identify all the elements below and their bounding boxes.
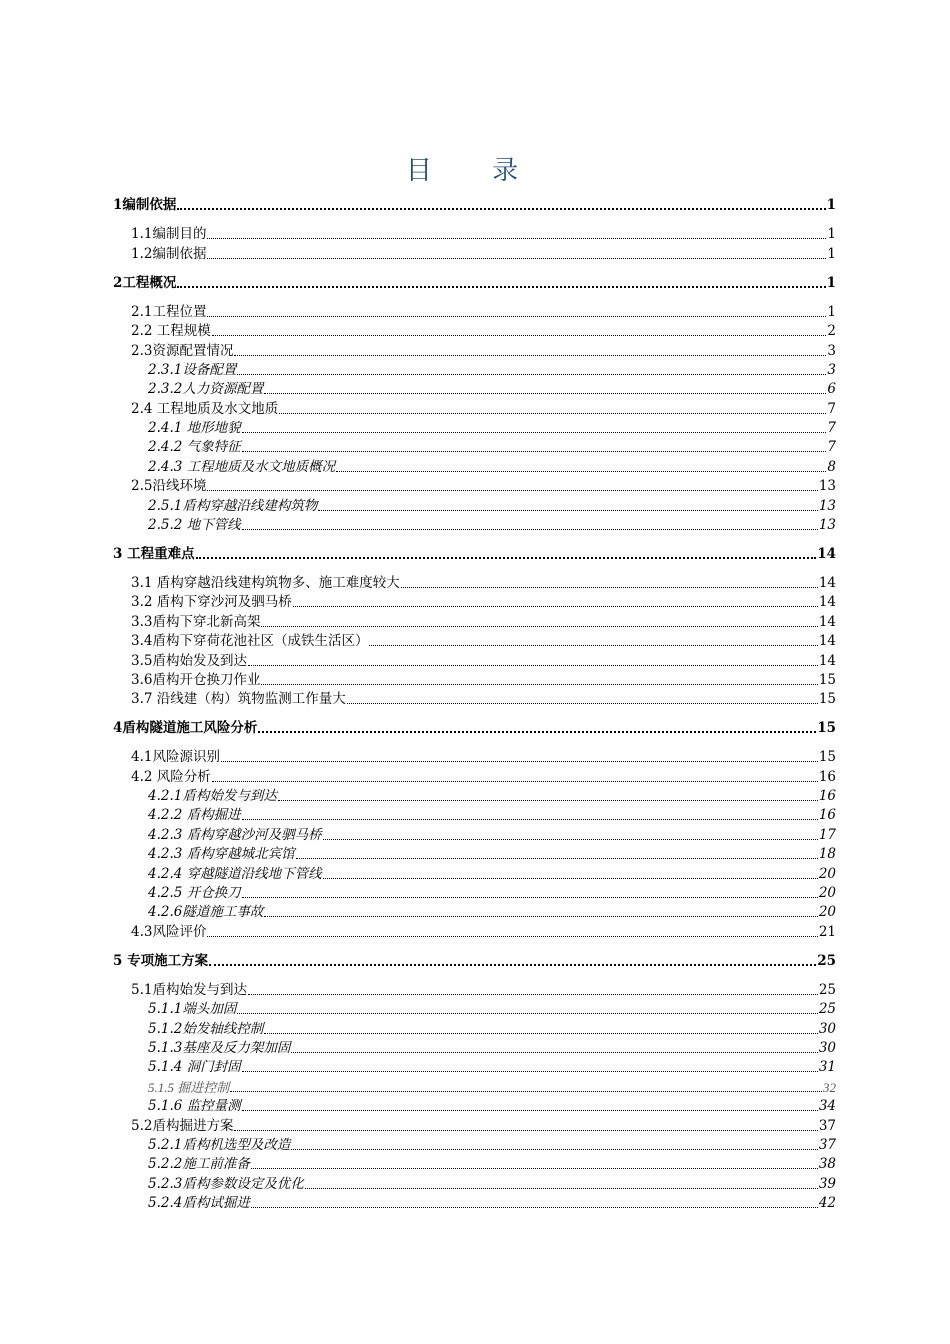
toc-entry[interactable] xyxy=(113,1076,836,1095)
toc-entry[interactable] xyxy=(113,902,836,921)
dot-leader xyxy=(207,316,826,317)
toc-entry-page: 30 xyxy=(818,1020,836,1037)
toc-entry-label: 5.1.3基座及反力架加固 xyxy=(148,1039,291,1056)
dot-leader xyxy=(261,626,817,627)
dot-leader xyxy=(242,897,818,898)
toc-entry-label: 2.1工程位置 xyxy=(131,303,207,320)
toc-entry-label: 5.1.4 洞门封固 xyxy=(148,1059,241,1076)
dot-leader xyxy=(234,355,826,356)
toc-entry-page: 15 xyxy=(818,671,836,688)
toc-entry[interactable] xyxy=(113,321,836,340)
toc-entry-page: 20 xyxy=(818,865,836,882)
toc-entry-label: 2.4.3 工程地质及水文地质概况 xyxy=(148,458,336,475)
toc-entry[interactable] xyxy=(113,592,836,611)
toc-entry[interactable] xyxy=(113,844,836,863)
dot-leader xyxy=(347,703,818,704)
toc-entry-label: 1.2编制依据 xyxy=(131,245,207,262)
toc-entry[interactable] xyxy=(113,863,836,882)
toc-entry-label: 4.2.6隧道施工事故 xyxy=(148,904,264,921)
toc-entry-label: 2.5.1盾构穿越沿线建构筑物 xyxy=(148,497,318,514)
toc-entry[interactable] xyxy=(113,718,836,737)
dot-leader xyxy=(212,335,827,336)
toc-entry-page: 20 xyxy=(818,904,836,921)
dot-leader xyxy=(318,510,817,511)
toc-entry-label: 5.1.6 监控量测 xyxy=(148,1098,241,1115)
dot-leader xyxy=(242,1110,818,1111)
dot-leader xyxy=(209,964,816,966)
toc-entry-label: 3.6盾构开仓换刀作业 xyxy=(131,671,261,688)
toc-entry-label: 2.3.2人力资源配置 xyxy=(148,381,264,398)
dot-leader xyxy=(221,761,818,762)
toc-entry[interactable] xyxy=(113,495,836,514)
dot-leader xyxy=(296,858,818,859)
toc-entry[interactable] xyxy=(113,650,836,669)
toc-entry-label: 5 专项施工方案 xyxy=(113,952,209,969)
toc-entry-label: 5.1.2始发轴线控制 xyxy=(148,1020,264,1037)
toc-entry[interactable] xyxy=(113,689,836,708)
toc-entry-label: 3.7 沿线建（构）筑物监测工作量大 xyxy=(131,691,346,708)
dot-leader xyxy=(177,286,825,288)
toc-entry-label: 1.1编制目的 xyxy=(131,226,207,243)
dot-leader xyxy=(242,451,827,452)
dot-leader xyxy=(234,1130,817,1131)
dot-leader xyxy=(248,665,818,666)
toc-entry-page: 13 xyxy=(818,517,836,534)
toc-entry-label: 3.3盾构下穿北新高架 xyxy=(131,613,261,630)
dot-leader xyxy=(369,645,817,646)
toc-entry-page: 8 xyxy=(827,458,836,475)
dot-leader xyxy=(291,1149,817,1150)
toc-entry[interactable] xyxy=(113,1038,836,1057)
toc-entry-page: 15 xyxy=(817,720,836,737)
dot-leader xyxy=(258,731,816,733)
dot-leader xyxy=(279,413,826,414)
dot-leader xyxy=(401,587,818,588)
toc-entry-page: 6 xyxy=(827,381,836,398)
toc-entry-label: 3.5盾构始发及到达 xyxy=(131,652,247,669)
table-of-contents xyxy=(113,195,836,1212)
dot-leader xyxy=(242,432,827,433)
toc-entry[interactable] xyxy=(113,224,836,243)
toc-entry[interactable] xyxy=(113,824,836,843)
dot-leader xyxy=(237,1013,817,1014)
toc-entry-page: 3 xyxy=(827,342,836,359)
toc-entry-label: 5.1.1端头加固 xyxy=(148,1001,237,1018)
toc-entry-label: 2.4.2 气象特征 xyxy=(148,439,241,456)
toc-entry[interactable] xyxy=(113,950,836,969)
toc-entry-page: 16 xyxy=(818,768,836,785)
dot-leader xyxy=(278,800,818,801)
toc-entry[interactable] xyxy=(113,766,836,785)
toc-entry[interactable] xyxy=(113,883,836,902)
dot-leader xyxy=(264,916,817,917)
toc-entry-page: 1 xyxy=(826,197,836,214)
toc-entry-page: 34 xyxy=(818,1098,836,1115)
dot-leader xyxy=(323,839,818,840)
toc-entry[interactable] xyxy=(113,418,836,437)
toc-entry-page: 37 xyxy=(818,1117,836,1134)
toc-entry[interactable] xyxy=(113,747,836,766)
toc-entry[interactable] xyxy=(113,611,836,630)
toc-entry-page: 13 xyxy=(818,497,836,514)
dot-leader xyxy=(251,1168,818,1169)
toc-entry[interactable] xyxy=(113,301,836,320)
toc-entry[interactable] xyxy=(113,360,836,379)
dot-leader xyxy=(207,936,817,937)
toc-entry-page: 7 xyxy=(827,439,836,456)
dot-leader xyxy=(207,490,817,491)
toc-entry[interactable] xyxy=(113,1115,836,1134)
toc-entry[interactable] xyxy=(113,437,836,456)
toc-entry-label: 2.3资源配置情况 xyxy=(131,342,234,359)
dot-leader xyxy=(242,819,818,820)
toc-entry-label: 4.1风险源识别 xyxy=(131,749,220,766)
dot-leader xyxy=(196,557,817,559)
toc-entry-page: 15 xyxy=(818,691,836,708)
toc-entry[interactable] xyxy=(113,921,836,940)
toc-entry-label: 2.4 工程地质及水文地质 xyxy=(131,400,279,417)
toc-entry-page: 38 xyxy=(818,1156,836,1173)
dot-leader xyxy=(177,208,825,210)
toc-entry[interactable] xyxy=(113,805,836,824)
toc-entry[interactable] xyxy=(113,195,836,214)
toc-entry-page: 14 xyxy=(818,652,836,669)
toc-entry-label: 4.2.2 盾构掘进 xyxy=(148,807,241,824)
toc-entry-page: 21 xyxy=(818,923,836,940)
toc-entry-page: 37 xyxy=(818,1136,836,1153)
toc-entry-page: 14 xyxy=(818,594,836,611)
dot-leader xyxy=(305,1188,818,1189)
toc-entry-label: 4.2 风险分析 xyxy=(131,768,211,785)
toc-entry-label: 4.2.4 穿越隧道沿线地下管线 xyxy=(148,865,322,882)
toc-entry-label: 4.2.3 盾构穿越沙河及驷马桥 xyxy=(148,826,322,843)
toc-entry-page: 7 xyxy=(827,400,836,417)
toc-entry-page: 16 xyxy=(818,788,836,805)
toc-entry-label: 4盾构隧道施工风险分析 xyxy=(113,720,258,737)
dot-leader xyxy=(336,471,826,472)
toc-entry-page: 30 xyxy=(818,1039,836,1056)
toc-entry-label: 3.2 盾构下穿沙河及驷马桥 xyxy=(131,594,292,611)
toc-entry-page: 1 xyxy=(827,226,836,243)
dot-leader xyxy=(291,1052,817,1053)
toc-entry[interactable] xyxy=(113,544,836,563)
toc-entry[interactable] xyxy=(113,1057,836,1076)
toc-entry-page: 7 xyxy=(827,420,836,437)
toc-entry-page: 25 xyxy=(818,981,836,998)
toc-entry-page: 16 xyxy=(818,807,836,824)
dot-leader xyxy=(248,994,818,995)
toc-entry-label: 3.4盾构下穿荷花池社区（成铁生活区） xyxy=(131,633,369,650)
toc-entry-page: 14 xyxy=(818,575,836,591)
dot-leader xyxy=(261,684,817,685)
toc-entry-label: 2.5沿线环境 xyxy=(131,478,207,495)
toc-entry-label: 5.1盾构始发与到达 xyxy=(131,981,247,998)
toc-entry-label: 2工程概况 xyxy=(113,274,177,291)
toc-entry-page: 1 xyxy=(827,245,836,262)
toc-entry-label: 2.4.1 地形地貌 xyxy=(148,420,241,437)
toc-entry-page: 39 xyxy=(818,1175,836,1192)
dot-leader xyxy=(251,1207,818,1208)
toc-entry[interactable] xyxy=(113,1173,836,1192)
dot-leader xyxy=(207,238,826,239)
toc-entry-label: 5.2.4盾构试掘进 xyxy=(148,1195,250,1212)
toc-entry-page: 3 xyxy=(827,361,836,378)
dot-leader xyxy=(242,1071,818,1072)
toc-entry[interactable] xyxy=(113,979,836,998)
dot-leader xyxy=(212,781,818,782)
toc-entry-page: 42 xyxy=(818,1195,836,1212)
toc-entry-page: 31 xyxy=(818,1059,836,1076)
dot-leader xyxy=(264,393,826,394)
toc-entry-label: 5.2.3盾构参数设定及优化 xyxy=(148,1175,304,1192)
toc-entry[interactable] xyxy=(113,999,836,1018)
toc-entry-label: 3.1 盾构穿越沿线建构筑物多、施工难度较大 xyxy=(131,575,400,591)
toc-entry-page: 14 xyxy=(818,613,836,630)
toc-entry[interactable] xyxy=(113,398,836,417)
toc-entry[interactable] xyxy=(113,1096,836,1115)
toc-entry-label: 4.2.5 开仓换刀 xyxy=(148,885,241,902)
toc-entry[interactable] xyxy=(113,476,836,495)
dot-leader xyxy=(264,1033,817,1034)
toc-entry-page: 17 xyxy=(818,826,836,843)
dot-leader xyxy=(293,606,818,607)
toc-entry-page: 1 xyxy=(827,303,836,320)
toc-entry[interactable] xyxy=(113,340,836,359)
toc-entry-label: 5.2.1盾构机选型及改造 xyxy=(148,1136,291,1153)
toc-entry[interactable] xyxy=(113,515,836,534)
toc-entry[interactable] xyxy=(113,272,836,291)
toc-entry-label: 2.2 工程规模 xyxy=(131,323,211,340)
dot-leader xyxy=(230,1091,822,1092)
dot-leader xyxy=(207,258,826,259)
dot-leader xyxy=(237,374,826,375)
toc-entry-label: 5.2盾构掘进方案 xyxy=(131,1117,234,1134)
toc-entry[interactable] xyxy=(113,1135,836,1154)
toc-entry-page: 18 xyxy=(818,846,836,863)
toc-entry-page: 25 xyxy=(818,1001,836,1018)
toc-entry-label: 3 工程重难点 xyxy=(113,546,195,563)
toc-entry-page: 25 xyxy=(817,952,836,969)
toc-entry-page: 20 xyxy=(818,885,836,902)
toc-entry[interactable] xyxy=(113,1154,836,1173)
toc-entry[interactable] xyxy=(113,1018,836,1037)
toc-entry-page: 15 xyxy=(818,749,836,766)
toc-entry-label: 2.3.1设备配置 xyxy=(148,361,237,378)
toc-entry-page: 32 xyxy=(823,1079,836,1095)
toc-entry-label: 4.2.3 盾构穿越城北宾馆 xyxy=(148,846,295,863)
toc-entry[interactable] xyxy=(113,631,836,650)
toc-entry-label: 2.5.2 地下管线 xyxy=(148,517,241,534)
toc-entry[interactable] xyxy=(113,573,836,592)
dot-leader xyxy=(323,878,818,879)
toc-entry-label: 4.2.1盾构始发与到达 xyxy=(148,788,277,805)
toc-entry[interactable] xyxy=(113,786,836,805)
toc-entry-label: 4.3风险评价 xyxy=(131,923,207,940)
toc-entry[interactable] xyxy=(113,243,836,262)
toc-entry-page: 2 xyxy=(827,323,836,340)
toc-entry-page: 13 xyxy=(818,478,836,495)
toc-entry-page: 14 xyxy=(817,546,836,563)
toc-entry[interactable] xyxy=(113,456,836,475)
toc-entry[interactable] xyxy=(113,379,836,398)
toc-entry-label: 5.2.2施工前准备 xyxy=(148,1156,250,1173)
toc-entry-label: 1编制依据 xyxy=(113,197,177,214)
toc-entry-page: 14 xyxy=(818,633,836,650)
toc-entry[interactable] xyxy=(113,670,836,689)
dot-leader xyxy=(242,529,818,530)
toc-entry-label: 5.1.5 掘进控制 xyxy=(148,1079,230,1095)
toc-entry-page: 1 xyxy=(826,274,836,291)
toc-entry[interactable] xyxy=(113,1193,836,1212)
toc-title: 目 录 xyxy=(405,156,545,186)
